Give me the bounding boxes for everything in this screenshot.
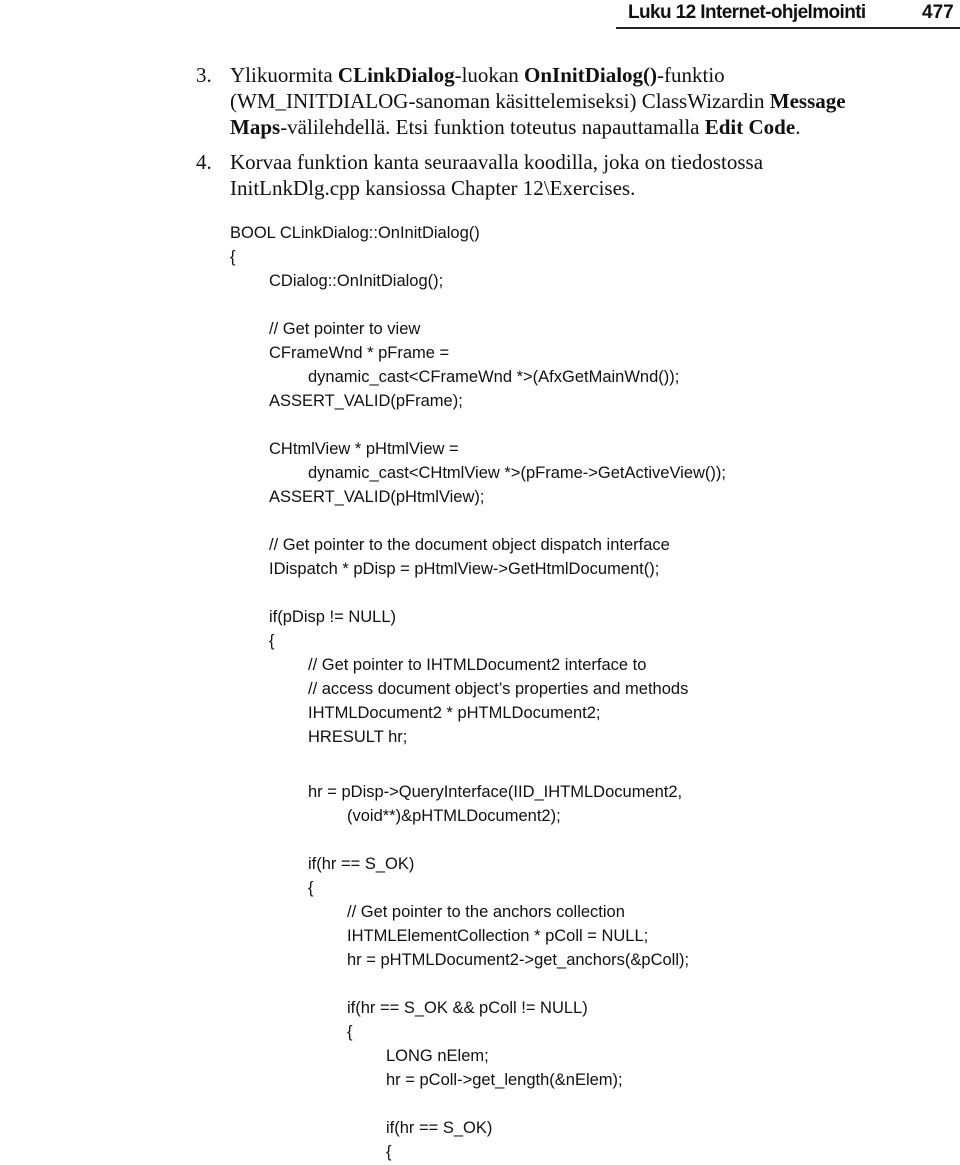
- code-line: {: [347, 1023, 353, 1041]
- code-line: dynamic_cast<CHtmlView *>(pFrame->GetActiveView());: [308, 464, 726, 482]
- button-name-run: Edit Code: [704, 115, 796, 139]
- function-name-run: OnInitDialog(): [524, 63, 658, 87]
- step-line: [230, 62, 846, 88]
- text-run: .: [795, 115, 801, 139]
- header-rule: [616, 27, 960, 29]
- chapter-title: Luku 12 Internet-ohjelmointi: [628, 2, 866, 23]
- text-run: Ylikuormita: [230, 63, 338, 87]
- code-line: {: [269, 632, 275, 650]
- code-line: if(hr == S_OK && pColl != NULL): [347, 999, 588, 1017]
- code-comment: // Get pointer to IHTMLDocument2 interface to: [308, 656, 647, 674]
- step-line: [230, 88, 846, 114]
- code-line: dynamic_cast<CFrameWnd *>(AfxGetMainWnd());: [308, 368, 680, 386]
- code-line: hr = pColl->get_length(&nElem);: [386, 1071, 623, 1089]
- code-line: {: [386, 1143, 392, 1161]
- code-line: CFrameWnd * pFrame =: [269, 344, 450, 362]
- page-number: 477: [922, 2, 954, 23]
- code-line: (void**)&pHTMLDocument2);: [347, 807, 561, 825]
- code-line: hr = pHTMLDocument2->get_anchors(&pColl);: [347, 951, 690, 969]
- tab-name-run: Message: [769, 89, 846, 113]
- step-number: 3.: [196, 63, 212, 87]
- text-run: InitLnkDlg.cpp kansiossa Chapter 12\Exercises.: [230, 176, 636, 200]
- code-comment: // Get pointer to the document object dispatch interface: [269, 536, 670, 554]
- code-line: ASSERT_VALID(pFrame);: [269, 392, 463, 410]
- code-line: if(hr == S_OK): [308, 855, 415, 873]
- class-name-run: CLinkDialog: [337, 63, 455, 87]
- code-comment: // Get pointer to the anchors collection: [347, 903, 625, 921]
- code-line: LONG nElem;: [386, 1047, 489, 1065]
- code-line: if(pDisp != NULL): [269, 608, 396, 626]
- code-line: BOOL CLinkDialog::OnInitDialog(): [230, 224, 480, 242]
- step-line: [230, 175, 763, 201]
- code-comment: // access document object’s properties and methods: [308, 680, 689, 698]
- tab-name-run: Maps: [230, 115, 281, 139]
- code-comment: // Get pointer to view: [269, 320, 421, 338]
- step-text: [230, 62, 846, 140]
- code-line: ASSERT_VALID(pHtmlView);: [269, 488, 485, 506]
- code-line: if(hr == S_OK): [386, 1119, 493, 1137]
- text-run: Korvaa funktion kanta seuraavalla koodilla, joka on tiedostossa: [230, 150, 764, 174]
- step-line: [230, 149, 763, 175]
- text-run: -välilehdellä. Etsi funktion toteutus napauttamalla: [280, 115, 705, 139]
- code-line: CHtmlView * pHtmlView =: [269, 440, 459, 458]
- code-line: IHTMLElementCollection * pColl = NULL;: [347, 927, 649, 945]
- text-run: -funktio: [657, 63, 725, 87]
- page-header: [0, 0, 960, 28]
- text-run: -luokan: [454, 63, 525, 87]
- step-line: [230, 114, 846, 140]
- step-text: [230, 149, 763, 201]
- code-line: IDispatch * pDisp = pHtmlView->GetHtmlDocument();: [269, 560, 660, 578]
- code-line: {: [230, 248, 236, 266]
- code-line: CDialog::OnInitDialog();: [269, 272, 444, 290]
- code-line: {: [308, 879, 314, 897]
- text-run: (WM_INITDIALOG-sanoman käsittelemiseksi) ClassWizardin: [230, 89, 770, 113]
- code-line: HRESULT hr;: [308, 728, 408, 746]
- step-number: 4.: [196, 150, 212, 174]
- code-line: IHTMLDocument2 * pHTMLDocument2;: [308, 704, 601, 722]
- code-line: hr = pDisp->QueryInterface(IID_IHTMLDocument2,: [308, 783, 683, 801]
